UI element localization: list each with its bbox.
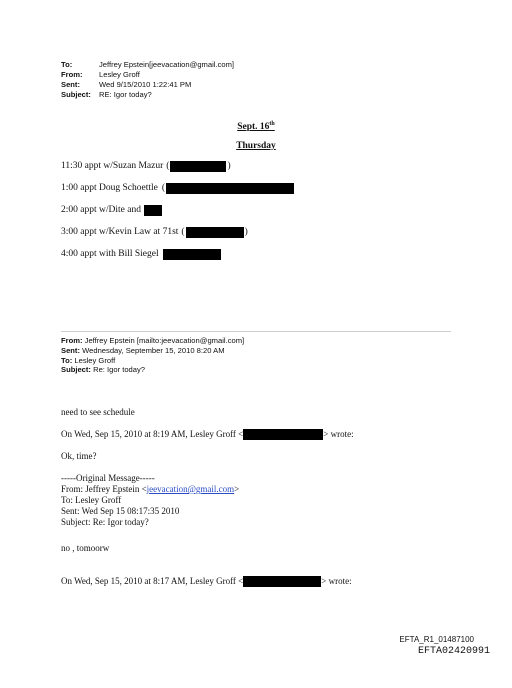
to-value: Jeffrey Epstein[jeevacation@gmail.com] bbox=[99, 60, 235, 69]
schedule-item-text: 4:00 appt with Bill Siegel bbox=[61, 249, 159, 259]
fwd-subject-label: Subject: bbox=[61, 365, 91, 375]
schedule-item bbox=[61, 160, 232, 172]
paren-open: ( bbox=[181, 227, 185, 237]
schedule-item-text: 2:00 appt w/Dite and bbox=[61, 205, 141, 215]
schedule-item-text: 1:00 appt Doug Schoettle bbox=[61, 183, 158, 193]
fwd-subject-value: Re: Igor today? bbox=[93, 365, 146, 375]
fwd-sent-label: Sent: bbox=[61, 345, 80, 355]
fwd-to-label: To: bbox=[61, 355, 73, 365]
section-divider bbox=[61, 331, 451, 332]
schedule-item bbox=[61, 182, 294, 194]
fwd-sent-value: Wednesday, September 15, 2010 8:20 AM bbox=[82, 345, 225, 355]
sent-label: Sent: bbox=[61, 80, 80, 89]
body-line: no , tomoorw bbox=[61, 543, 110, 553]
paren-open: ( bbox=[161, 183, 166, 193]
paren-close: ) bbox=[227, 161, 231, 171]
fwd-from-value: Jeffrey Epstein [mailto:jeevacation@gmail.com] bbox=[84, 336, 245, 345]
original-message-header: -----Original Message----- bbox=[61, 473, 155, 483]
forwarded-header bbox=[61, 336, 244, 375]
original-from-suffix: > bbox=[234, 484, 240, 494]
original-to: To: Lesley Groff bbox=[61, 495, 122, 505]
fwd-to-value: Lesley Groff bbox=[74, 355, 116, 365]
schedule-date-sup: th bbox=[269, 121, 275, 127]
redaction-block bbox=[243, 576, 321, 587]
reply-suffix: > wrote: bbox=[321, 576, 352, 586]
schedule-date bbox=[0, 121, 512, 132]
original-sent: Sent: Wed Sep 15 08:17:35 2010 bbox=[61, 506, 180, 516]
original-from bbox=[61, 484, 239, 495]
subject-value: RE: Igor today? bbox=[99, 90, 152, 99]
schedule-item bbox=[61, 226, 249, 238]
schedule-item bbox=[61, 204, 162, 216]
redaction-block bbox=[170, 161, 226, 172]
schedule-item-text: 11:30 appt w/Suzan Mazur bbox=[61, 161, 164, 171]
to-label: To: bbox=[61, 60, 73, 69]
schedule-date-main: Sept. 16 bbox=[237, 122, 270, 133]
bates-number: EFTA02420991 bbox=[417, 646, 490, 657]
document-id: EFTA_R1_01487100 bbox=[399, 635, 474, 644]
redaction-block bbox=[144, 205, 162, 216]
paren-close: ) bbox=[244, 227, 248, 237]
reply-line bbox=[61, 576, 352, 587]
from-label: From: bbox=[61, 70, 83, 79]
reply-line bbox=[61, 429, 354, 440]
schedule-item bbox=[61, 248, 221, 260]
from-value: Lesley Groff bbox=[99, 70, 140, 79]
email-link[interactable]: jeevacation@gmail.com bbox=[146, 484, 235, 494]
fwd-from-label: From: bbox=[61, 336, 83, 345]
schedule-item-text: 3:00 appt w/Kevin Law at 71st bbox=[61, 227, 179, 237]
original-subject: Subject: Re: Igor today? bbox=[61, 517, 149, 527]
redaction-block bbox=[186, 227, 244, 238]
sent-value: Wed 9/15/2010 1:22:41 PM bbox=[99, 80, 192, 89]
paren-open: ( bbox=[166, 161, 170, 171]
original-from-prefix: From: Jeffrey Epstein < bbox=[61, 484, 147, 494]
body-line: need to see schedule bbox=[61, 407, 135, 417]
redaction-block bbox=[163, 249, 221, 260]
subject-label: Subject: bbox=[61, 90, 91, 99]
reply-suffix: > wrote: bbox=[323, 429, 354, 439]
email-header bbox=[61, 60, 234, 100]
schedule-day: Thursday bbox=[236, 141, 276, 151]
reply-prefix: On Wed, Sep 15, 2010 at 8:19 AM, Lesley Groff < bbox=[61, 429, 244, 439]
body-line: Ok, time? bbox=[61, 451, 97, 461]
reply-prefix: On Wed, Sep 15, 2010 at 8:17 AM, Lesley Groff < bbox=[61, 576, 244, 586]
redaction-block bbox=[243, 429, 323, 440]
redaction-block bbox=[166, 183, 294, 194]
